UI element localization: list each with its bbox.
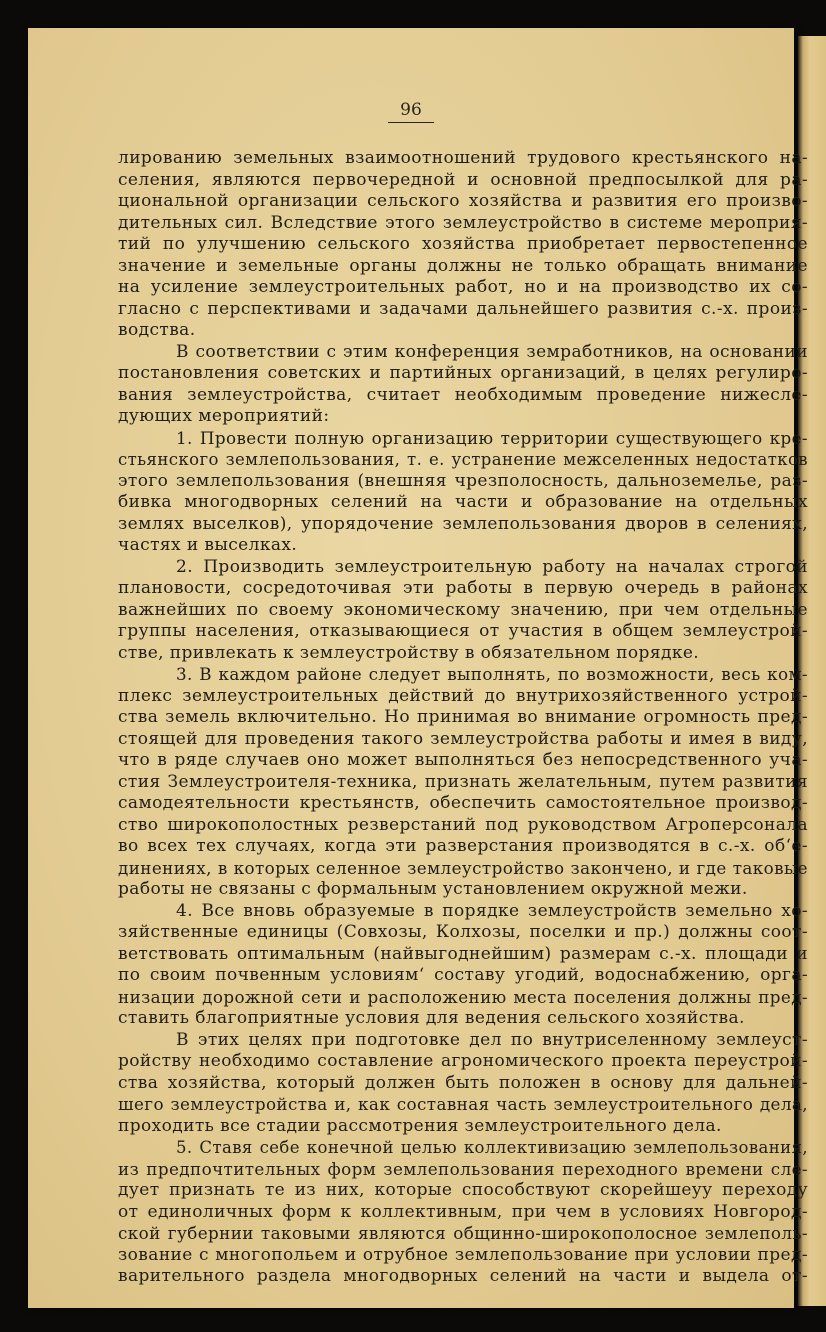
text-line: В этих целях при подготовке дел по внутриселенному землеуст- <box>176 1029 808 1050</box>
text-line: 3. В каждом районе следует выполнять, по возможности, весь ком- <box>176 664 808 684</box>
text-line: бивка многодворных селений на части и образование на отдельных <box>118 492 808 512</box>
body-text <box>118 148 808 1288</box>
text-line: селения, являются первочередной и основной предпосылкой для ра- <box>118 169 808 190</box>
text-line: дующих мероприятий: <box>118 406 330 426</box>
text-line: зование с многопольем и отрубное землепользование при условии пред- <box>118 1244 808 1265</box>
text-line: дительных сил. Вследствие этого землеустройство в системе мероприя- <box>118 212 808 233</box>
text-line: ской губернии таковыми являются общинно-широкополосное землеполь- <box>118 1223 808 1243</box>
text-line: 2. Производить землеустроительную работу на началах строгой <box>176 556 808 577</box>
text-line: шего землеустройства и, как составная часть землеустроительного дела, <box>118 1094 808 1114</box>
text-line: ветствовать оптимальным (найвыгоднейшим) размерам с.-х. площади и <box>118 943 808 964</box>
text-line: от единоличных форм к коллективным, при чем в условиях Новгород- <box>118 1201 808 1222</box>
text-line: 1. Провести полную организацию территории существующего кре- <box>176 427 808 448</box>
text-line: этого землепользования (внешняя чрезполосность, дальноземелье, раз- <box>118 470 808 491</box>
text-line: во всех тех случаях, когда эти разверстания производятся в с.-х. об‘е- <box>118 836 808 856</box>
text-line: 4. Все вновь образуемые в порядке землеустройств земельно хо- <box>176 900 808 921</box>
text-line: варительного раздела многодворных селений на части и выдела от- <box>118 1266 808 1286</box>
page-number <box>28 100 794 120</box>
text-line: лированию земельных взаимоотношений трудового крестьянского на- <box>118 148 808 168</box>
text-line: стве, привлекать к землеустройству в обязательном порядке. <box>118 642 700 663</box>
text-line: работы не связаны с формальным установлением окружной межи. <box>118 879 748 899</box>
text-line: важнейших по своему экономическому значению, при чем отдельные <box>118 599 808 620</box>
text-line: на усиление землеустроительных работ, но и на производство их со- <box>118 277 808 297</box>
text-line: дует признать те из них, которые способствуют скорейшеуу переходу <box>118 1180 808 1200</box>
text-line: 5. Ставя себе конечной целью коллективизацию землепользования, <box>176 1138 808 1157</box>
text-line: динениях, в которых селенное землеустройство закончено, и где таковые <box>118 857 808 878</box>
text-line: В соответствии с этим конференция земработников, на основании <box>176 341 808 362</box>
text-line: тий по улучшению сельского хозяйства приобретает первостепенное <box>118 234 808 254</box>
text-line: ство широкополостных резверстаний под руководством Агроперсонала <box>118 814 808 835</box>
text-line: по своим почвенным условиям‘ составу угодий, водоснабжению, орга- <box>118 965 808 985</box>
text-line: зяйственные единицы (Совхозы, Колхозы, поселки и пр.) должны соот- <box>118 922 808 942</box>
text-line: низации дорожной сети и расположению места поселения должны пред- <box>118 986 808 1007</box>
text-line: самодеятельности крестьянств, обеспечить самостоятельное производ- <box>118 793 808 813</box>
text-line: стьянского землепользования, т. е. устранение межселенных недостатков <box>118 450 808 469</box>
text-line: ства земель включительно. Но принимая во внимание огромность пред- <box>118 707 808 727</box>
text-line: ства хозяйства, который должен быть положен в основу для дальней- <box>118 1072 808 1093</box>
text-line: плекс землеустроительных действий до внутрихозяйственного устрой- <box>118 685 808 706</box>
text-line: водства. <box>118 320 196 340</box>
text-line: землях выселков), упорядочение землепользования дворов в селениях, <box>118 513 808 534</box>
text-line: стоящей для проведения такого землеустройства работы и имея в виду, <box>118 728 808 749</box>
book-page <box>28 28 808 1308</box>
page-number-text: 96 <box>388 100 434 123</box>
text-line: проходить все стадии рассмотрения землеустроительного дела. <box>118 1115 722 1136</box>
text-line: вания землеустройства, считает необходимым проведение нижесле- <box>118 384 808 405</box>
text-line: частях и выселках. <box>118 535 298 555</box>
text-line: стия Землеустроителя-техника, признать желательным, путем развития <box>118 771 808 792</box>
text-line: значение и земельные органы должны не только обращать внимание <box>118 255 808 276</box>
text-line: плановости, сосредоточивая эти работы в первую очередь в районах <box>118 578 808 598</box>
text-line: постановления советских и партийных организаций, в целях регулиро- <box>118 363 808 383</box>
text-line: гласно с перспективами и задачами дальнейшего развития с.-х. произ- <box>118 298 808 319</box>
text-line: группы населения, отказывающиеся от участия в общем землеустрой- <box>118 621 808 641</box>
text-line: из предпочтительных форм землепользования переходного времени сле- <box>118 1158 808 1179</box>
text-line: что в ряде случаев оно может выполняться без непосредственного уча- <box>118 750 808 770</box>
text-line: ройству необходимо составление агрономического проекта переустрой- <box>118 1051 808 1071</box>
text-line: циональной организации сельского хозяйства и развития его произво- <box>118 191 808 211</box>
text-line: ставить благоприятные условия для ведения сельского хозяйства. <box>118 1008 745 1028</box>
